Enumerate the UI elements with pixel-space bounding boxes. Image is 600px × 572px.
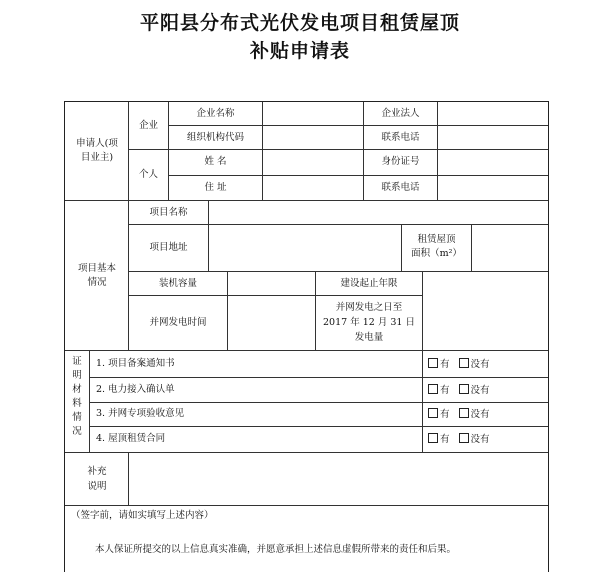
yes-text: 有 xyxy=(440,434,450,445)
phone-label: 联系电话 xyxy=(381,132,420,143)
generation-line2: 2017 年 12 月 31 日 xyxy=(323,317,415,328)
yes-text: 有 xyxy=(440,385,450,396)
checkbox-yes[interactable] xyxy=(428,408,438,418)
company-name-label: 企业名称 xyxy=(196,108,235,119)
project-label xyxy=(67,262,127,290)
row-divider xyxy=(128,149,548,150)
checkbox-yes[interactable] xyxy=(428,433,438,443)
yes-option[interactable] xyxy=(428,433,450,446)
checkbox-yes[interactable] xyxy=(428,358,438,368)
project-address-label: 项目地址 xyxy=(149,242,188,253)
no-option[interactable] xyxy=(459,433,490,446)
form-title-line1: 平阳县分布式光伏发电项目租赁屋顶 xyxy=(139,12,460,34)
grid-time-label: 并网发电时间 xyxy=(149,317,207,328)
phone2-label: 联系电话 xyxy=(381,182,420,193)
section-divider xyxy=(65,200,548,201)
declaration-text: 本人保证所提交的以上信息真实准确，并愿意承担上述信息虚假所带来的责任和后果。 xyxy=(95,544,457,555)
checkbox-no[interactable] xyxy=(459,358,469,368)
period-label: 建设起止年限 xyxy=(340,278,398,289)
form-title-line2: 补贴申请表 xyxy=(249,40,350,62)
col-divider xyxy=(227,271,228,350)
enterprise-label: 企业 xyxy=(138,120,158,131)
applicant-label-line1: 申请人(项 xyxy=(76,138,118,149)
col-divider xyxy=(128,452,129,505)
project-label-line1: 项目基本 xyxy=(77,263,116,274)
checkbox-no[interactable] xyxy=(459,408,469,418)
individual-label: 个人 xyxy=(138,169,158,180)
section-divider xyxy=(65,505,548,506)
no-text: 没有 xyxy=(470,385,490,396)
generation-label xyxy=(316,300,422,345)
no-option[interactable] xyxy=(459,384,490,397)
row-divider xyxy=(89,402,548,403)
evidence-options-2 xyxy=(428,384,496,397)
col-divider xyxy=(422,350,423,452)
row-divider xyxy=(128,271,548,272)
checkbox-yes[interactable] xyxy=(428,384,438,394)
col-divider xyxy=(262,102,263,200)
section-divider xyxy=(65,350,548,351)
col-divider xyxy=(128,102,129,200)
checkbox-no[interactable] xyxy=(459,433,469,443)
supplement-label xyxy=(67,464,127,494)
project-name-label: 项目名称 xyxy=(149,207,188,218)
row-divider xyxy=(89,377,548,378)
col-divider xyxy=(208,200,209,224)
application-form-table xyxy=(64,101,549,572)
yes-option[interactable] xyxy=(428,358,450,371)
name-label: 姓 名 xyxy=(204,156,227,167)
evidence-options-1 xyxy=(428,358,496,371)
signature-note: （签字前，请如实填写上述内容） xyxy=(71,510,214,521)
no-text: 没有 xyxy=(470,434,490,445)
roof-area-line2: 面积（m²） xyxy=(411,248,462,259)
evidence-item-2: 2. 电力接入确认单 xyxy=(96,384,175,395)
evidence-item-3: 3. 并网专项验收意见 xyxy=(96,408,185,419)
org-code-label: 组织机构代码 xyxy=(186,132,244,143)
capacity-label: 装机容量 xyxy=(158,278,197,289)
yes-option[interactable] xyxy=(428,384,450,397)
evidence-options-3 xyxy=(428,408,496,421)
row-divider xyxy=(89,426,548,427)
id-number-label: 身份证号 xyxy=(381,156,420,167)
applicant-label-line2: 目业主) xyxy=(80,152,114,163)
section-divider xyxy=(65,452,548,453)
no-option[interactable] xyxy=(459,408,490,421)
evidence-label: 证明材料情况 xyxy=(72,356,82,437)
supplement-line1: 补充 xyxy=(87,466,107,477)
legal-person-label: 企业法人 xyxy=(381,108,420,119)
checkbox-no[interactable] xyxy=(459,384,469,394)
col-divider xyxy=(471,224,472,271)
row-divider xyxy=(168,175,548,176)
row-divider xyxy=(128,295,422,296)
no-text: 没有 xyxy=(470,359,490,370)
roof-area-label xyxy=(402,233,471,261)
generation-line3: 发电量 xyxy=(354,332,384,343)
supplement-line2: 说明 xyxy=(87,481,107,492)
evidence-item-4: 4. 屋顶租赁合同 xyxy=(96,433,166,444)
generation-line1: 并网发电之日至 xyxy=(335,302,403,313)
project-label-line2: 情况 xyxy=(87,277,107,288)
evidence-item-1: 1. 项目备案通知书 xyxy=(96,358,175,369)
yes-text: 有 xyxy=(440,409,450,420)
no-option[interactable] xyxy=(459,358,490,371)
no-text: 没有 xyxy=(470,409,490,420)
roof-area-line1: 租赁屋顶 xyxy=(417,234,456,245)
row-divider xyxy=(168,125,548,126)
col-divider xyxy=(89,350,90,452)
col-divider xyxy=(437,102,438,200)
col-divider xyxy=(208,224,209,271)
evidence-options-4 xyxy=(428,433,496,446)
yes-option[interactable] xyxy=(428,408,450,421)
applicant-label xyxy=(67,137,127,165)
address-label: 住 址 xyxy=(204,182,227,193)
row-divider xyxy=(128,224,548,225)
col-divider xyxy=(422,271,423,350)
yes-text: 有 xyxy=(440,359,450,370)
